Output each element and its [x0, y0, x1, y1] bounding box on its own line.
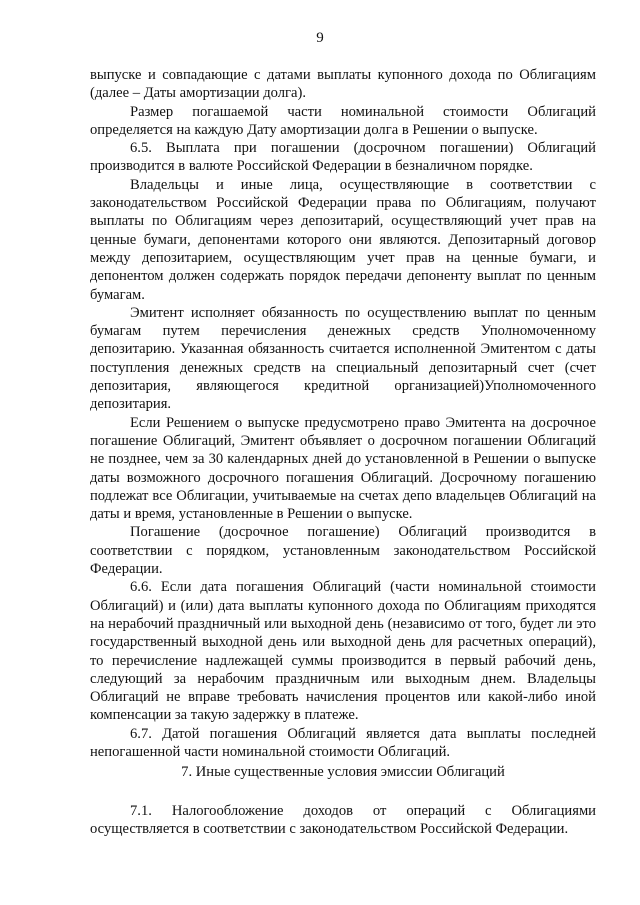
paragraph-6-7: 6.7. Датой погашения Облигаций является дата выплаты последней непогашенной части номинальной стоимости Облигаций. [90, 725, 596, 760]
paragraph-7-1: 7.1. Налогообложение доходов от операций с Облигациями осуществляется в соответствии с законодательством Российской Федерации. [90, 803, 596, 838]
paragraph-6-5: 6.5. Выплата при погашении (досрочном погашении) Облигаций производится в валюте Российской Федерации в безналичном порядке. [90, 140, 596, 175]
paragraph-continuation: выпуске и совпадающие с датами выплаты купонного дохода по Облигациям (далее – Даты амортизации долга). [90, 67, 596, 102]
page-number: 9 [316, 30, 324, 46]
section-7-heading: 7. Иные существенные условия эмиссии Облигаций [181, 764, 505, 780]
paragraph-early-redemption: Если Решением о выпуске предусмотрено право Эмитента на досрочное погашение Облигаций, Эмитент объявляет о досрочном погашении Облигаций не позднее, чем за 30 календарных дней до установленной в Решении о выпуске даты возможного досрочного погашения Облигаций. Досрочному погашению подлежат все Облигации, учитываемые на счетах депо владельцев Облигаций на даты и время, установленные в Решении о выпуске. [90, 414, 596, 523]
paragraph-redemption-order: Погашение (досрочное погашение) Облигаций производится в соответствии с порядком, установленным законодательством Российской Федерации. [90, 524, 596, 578]
body-text [90, 66, 596, 761]
paragraph-owners: Владельцы и иные лица, осуществляющие в соответствии с законодательством Российской Федерации права по Облигациям, получают выплаты по Облигациям через депозитарий, осуществляющий учет прав на ценные бумаги, депонентами которого они являются. Депозитарный договор между депозитарием, осуществляющим учет прав на ценные бумаги, и депонентом должен содержать порядок передачи депоненту выплат по ценным бумагам. [90, 176, 596, 303]
section-7-body [90, 802, 596, 839]
paragraph-issuer-obligation: Эмитент исполняет обязанность по осуществлению выплат по ценным бумагам путем перечисления денежных средств Уполномоченному депозитарию. Указанная обязанность считается исполненной Эмитентом с даты поступления денежных средств на специальный депозитарный счет (счет депозитария, являющегося кредитной организацией)Уполномоченного депозитария. [90, 304, 596, 413]
paragraph-amortization-size: Размер погашаемой части номинальной стоимости Облигаций определяется на каждую Дату амортизации долга в Решении о выпуске. [90, 103, 596, 138]
paragraph-6-6: 6.6. Если дата погашения Облигаций (части номинальной стоимости Облигаций) и (или) дата выплаты купонного дохода по Облигациям приходятся на нерабочий праздничный или выходной день (независимо от того, будет ли это государственный выходной день или выходной день для расчетных операций), то перечисление надлежащей суммы производится в первый рабочий день, следующий за нерабочим праздничным или выходным днем. Владельцы Облигаций не вправе требовать начисления процентов или какой-либо иной компенсации за такую задержку в платеже. [90, 579, 596, 724]
